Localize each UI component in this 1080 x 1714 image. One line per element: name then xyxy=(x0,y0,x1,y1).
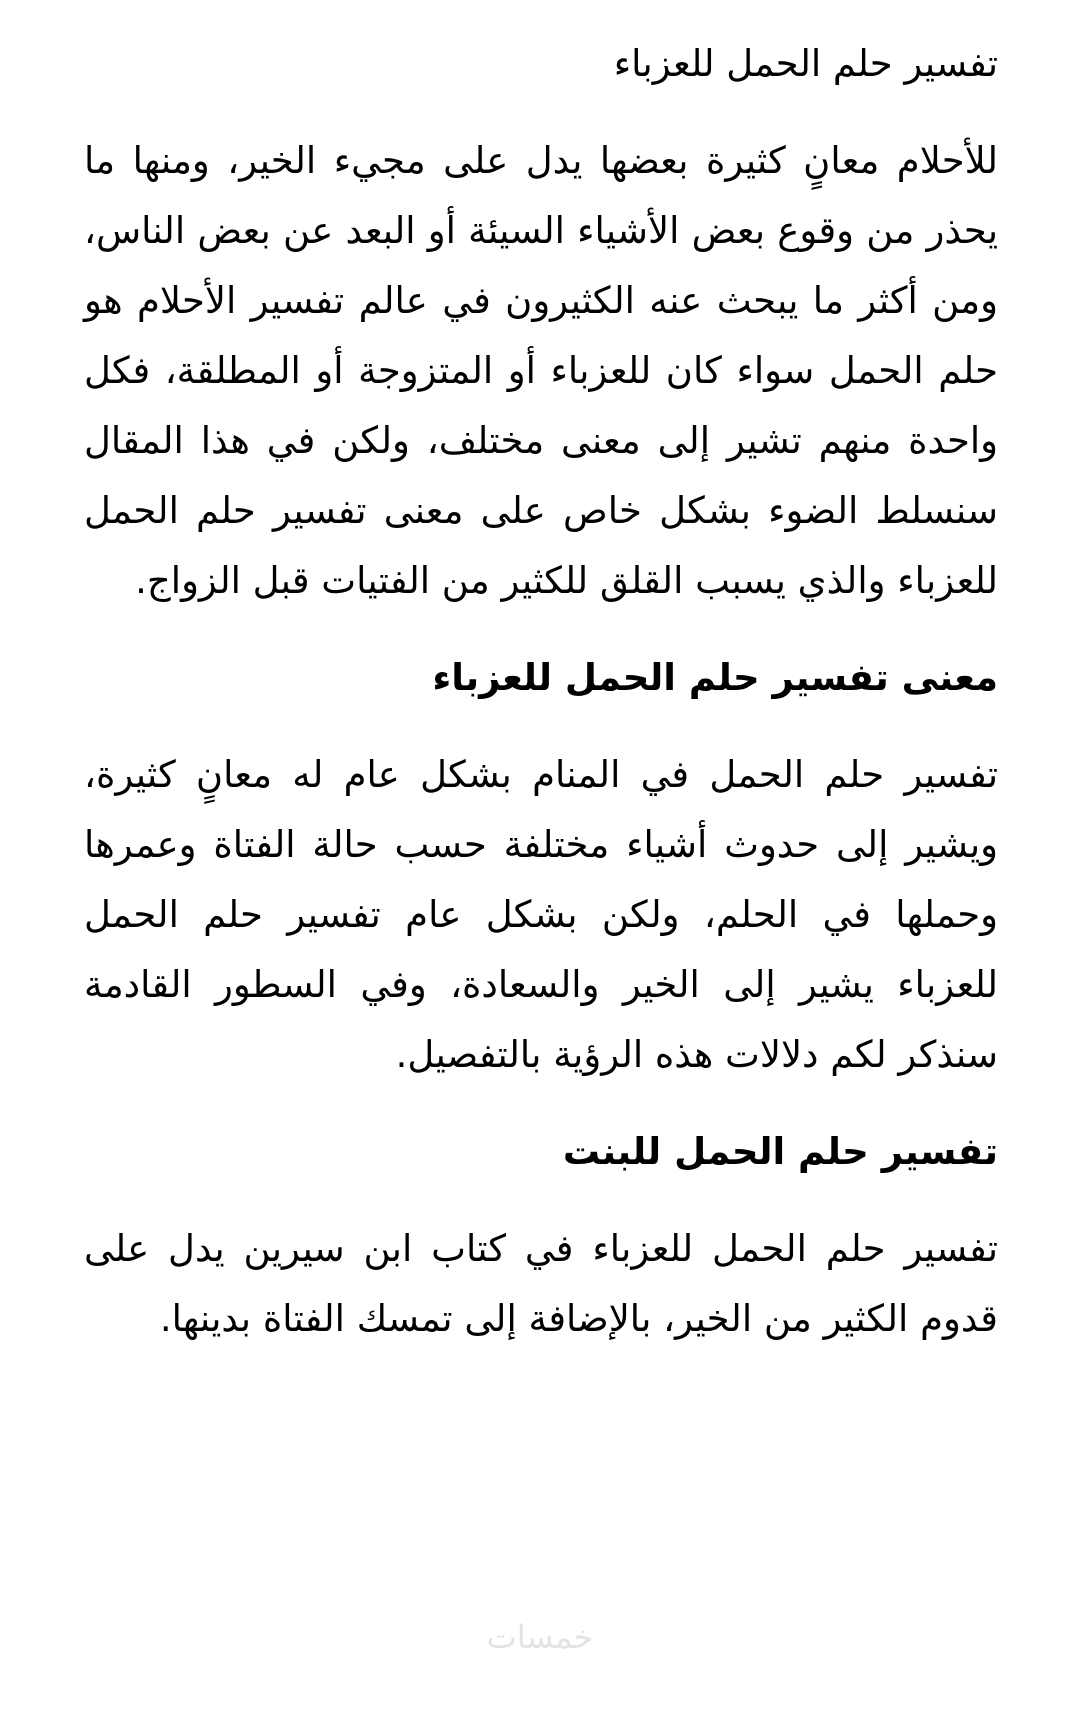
intro-paragraph: للأحلام معانٍ كثيرة بعضها يدل على مجيء الخير، ومنها ما يحذر من وقوع بعض الأشياء السيئة أو البعد عن بعض الناس، ومن أكثر ما يبحث عنه الكثيرون في عالم تفسير الأحلام هو حلم الحمل سواء كان للعزباء أو المتزوجة أو المطلقة، فكل واحدة منهم تشير إلى معنى مختلف، ولكن في هذا المقال سنسلط الضوء بشكل خاص على معنى تفسير حلم الحمل للعزباء والذي يسبب القلق للكثير من الفتيات قبل الزواج. xyxy=(84,139,998,602)
section-heading-girl: تفسير حلم الحمل للبنت xyxy=(562,1130,998,1173)
article-title: تفسير حلم الحمل للعزباء xyxy=(613,42,998,85)
section-girl xyxy=(84,1116,998,1354)
khamsat-watermark-logo: خمسات xyxy=(486,1618,594,1656)
section-heading-meaning: معنى تفسير حلم الحمل للعزباء xyxy=(432,656,998,699)
section-meaning xyxy=(84,642,998,1090)
section-body-meaning: تفسير حلم الحمل في المنام بشكل عام له معانٍ كثيرة، ويشير إلى حدوث أشياء مختلفة حسب حالة الفتاة وعمرها وحملها في الحلم، ولكن بشكل عام تفسير حلم الحمل للعزباء يشير إلى الخير والسعادة، وفي السطور القادمة سنذكر لكم دلالات هذه الرؤية بالتفصيل. xyxy=(84,753,998,1076)
section-body-girl: تفسير حلم الحمل للعزباء في كتاب ابن سيرين يدل على قدوم الكثير من الخير، بالإضافة إلى تمسك الفتاة بدينها. xyxy=(84,1227,998,1340)
